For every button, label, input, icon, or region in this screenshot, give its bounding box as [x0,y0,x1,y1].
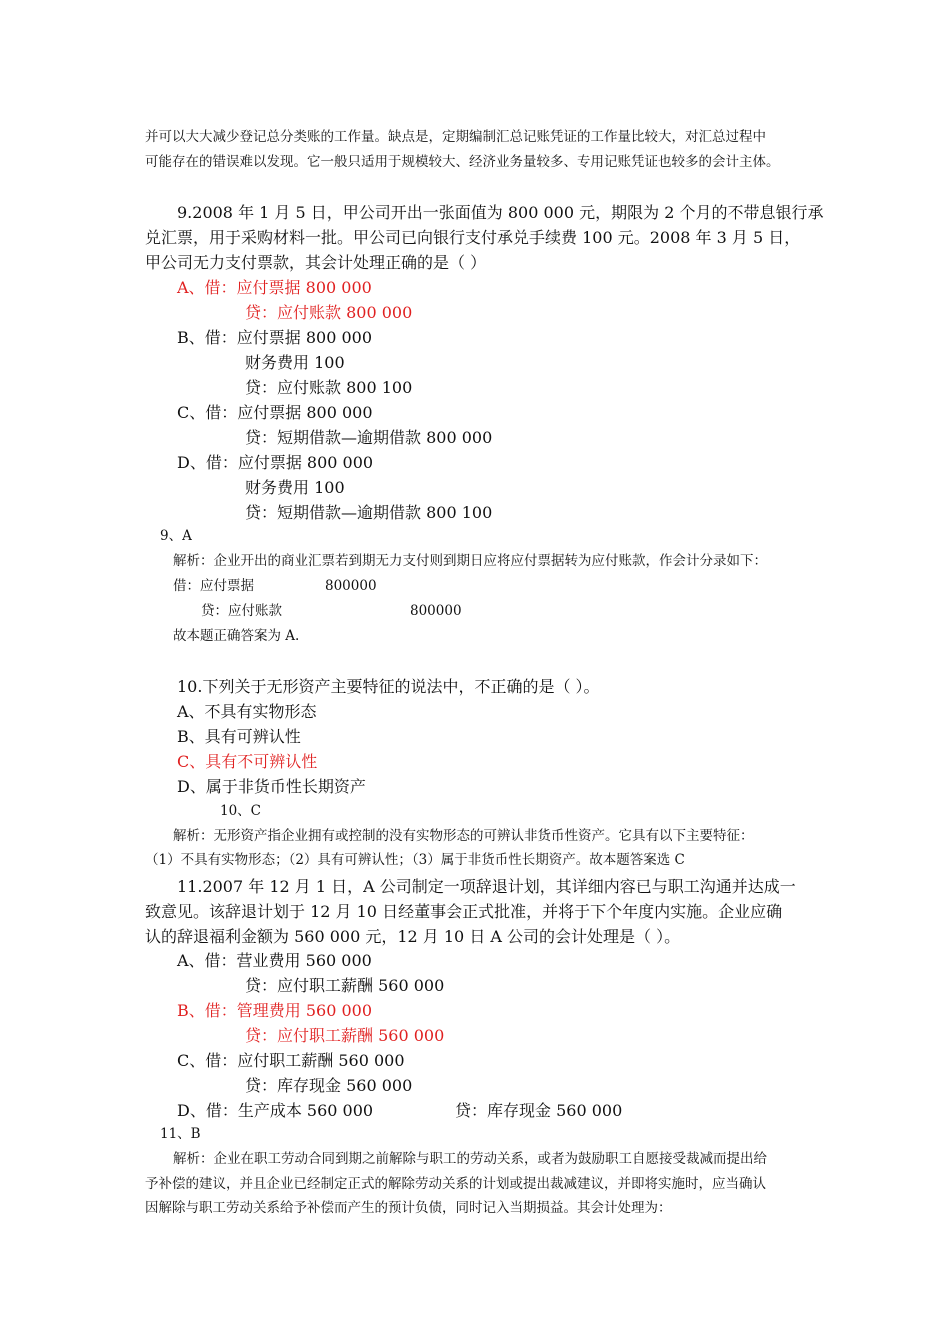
q11-option-c-debit: C、借：应付职工薪酬 560 000 [177,1051,405,1070]
q10-option-d: D、属于非货币性长期资产 [177,777,366,796]
q9-option-b-debit: B、借：应付票据 800 000 [177,328,373,347]
q9-option-c-credit: 贷：短期借款—逾期借款 800 000 [245,428,493,447]
q10-option-c: C、具有不可辨认性 [177,752,318,771]
q9-option-a-credit: 贷：应付账款 800 000 [245,303,413,322]
q9-entry-credit-label: 贷：应付账款 [201,603,282,619]
q11-stem-line-1: 11.2007 年 12 月 1 日，A 公司制定一项辞退计划，其详细内容已与职工沟通并达成一 [177,877,796,896]
q9-option-d-debit-2: 财务费用 100 [245,478,345,497]
q11-answer: 11、B [160,1126,201,1142]
q10-analysis-line-2: （1）不具有实物形态；（2）具有可辨认性；（3）属于非货币性长期资产。故本题答案选 C [145,852,685,868]
q9-option-c-debit: C、借：应付票据 800 000 [177,403,373,422]
q9-entry-credit-amount: 800000 [410,603,462,619]
q11-option-d-debit: D、借：生产成本 560 000 [177,1101,374,1120]
q9-option-d-credit: 贷：短期借款—逾期借款 800 100 [245,503,493,522]
q10-stem: 10.下列关于无形资产主要特征的说法中，不正确的是（ ）。 [177,677,600,696]
q10-answer: 10、C [220,803,262,819]
q9-entry-debit-amount: 800000 [325,578,377,594]
q9-analysis: 解析：企业开出的商业汇票若到期无力支付则到期日应将应付票据转为应付账款，作会计分录如下： [173,553,767,569]
q9-option-a-debit: A、借：应付票据 800 000 [177,278,372,297]
q9-entry-debit-label: 借：应付票据 [173,578,254,594]
q9-stem-line-3: 甲公司无力支付票款，其会计处理正确的是（ ） [145,253,487,272]
q11-analysis-line-3: 因解除与职工劳动关系给予补偿而产生的预计负债，同时记入当期损益。其会计处理为： [145,1200,672,1216]
q11-analysis-line-1: 解析：企业在职工劳动合同到期之前解除与职工的劳动关系，或者为鼓励职工自愿接受裁减而提出给 [173,1151,767,1167]
q9-conclusion: 故本题正确答案为 A. [173,628,300,644]
q9-stem-line-2: 兑汇票，用于采购材料一批。甲公司已向银行支付承兑手续费 100 元。2008 年 3 月 5 日， [145,228,801,247]
q9-stem-line-1: 9.2008 年 1 月 5 日，甲公司开出一张面值为 800 000 元，期限为 2 个月的不带息银行承 [177,203,824,222]
q9-option-d-debit: D、借：应付票据 800 000 [177,453,374,472]
q11-option-c-credit: 贷：库存现金 560 000 [245,1076,413,1095]
q11-stem-line-3: 认的辞退福利金额为 560 000 元，12 月 10 日 A 公司的会计处理是（ ）。 [145,927,681,946]
q9-option-b-credit: 贷：应付账款 800 100 [245,378,413,397]
q11-option-b-debit: B、借：管理费用 560 000 [177,1001,373,1020]
q10-analysis-line-1: 解析：无形资产指企业拥有或控制的没有实物形态的可辨认非货币性资产。它具有以下主要特征： [173,828,754,844]
intro-line-1: 并可以大大减少登记总分类账的工作量。缺点是，定期编制汇总记账凭证的工作量比较大，对汇总过程中 [145,129,766,145]
intro-line-2: 可能存在的错误难以发现。它一般只适用于规模较大、经济业务量较多、专用记账凭证也较多的会计主体。 [145,154,780,170]
q10-option-b: B、具有可辨认性 [177,727,301,746]
q11-option-a-credit: 贷：应付职工薪酬 560 000 [245,976,445,995]
q11-stem-line-2: 致意见。该辞退计划于 12 月 10 日经董事会正式批准，并将于下个年度内实施。企业应确 [145,902,783,921]
q9-option-b-debit-2: 财务费用 100 [245,353,345,372]
q11-option-a-debit: A、借：营业费用 560 000 [177,951,372,970]
q11-analysis-line-2: 予补偿的建议，并且企业已经制定正式的解除劳动关系的计划或提出裁减建议，并即将实施时，应当确认 [145,1176,766,1192]
q9-answer: 9、A [160,528,192,544]
q11-option-d-credit: 贷：库存现金 560 000 [455,1101,623,1120]
q10-option-a: A、不具有实物形态 [177,702,317,721]
q11-option-b-credit: 贷：应付职工薪酬 560 000 [245,1026,445,1045]
